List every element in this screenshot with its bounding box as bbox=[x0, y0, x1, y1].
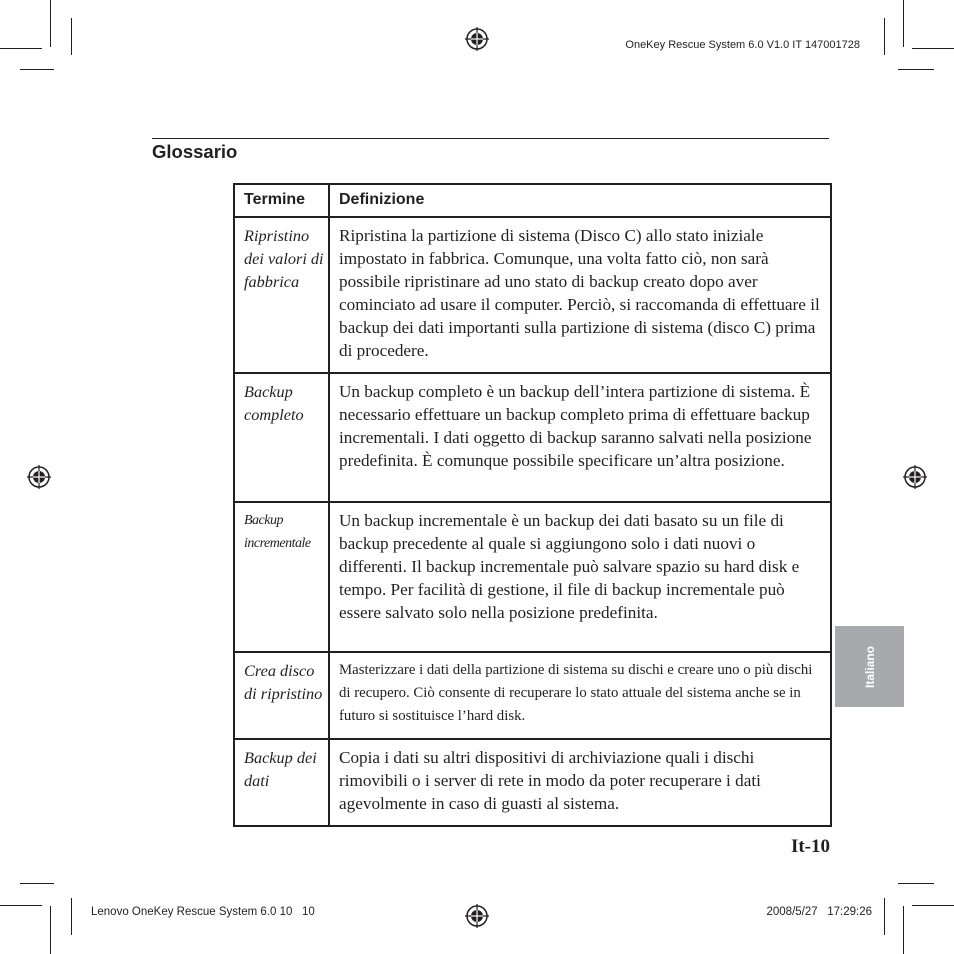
page-number: It-10 bbox=[790, 836, 830, 857]
crop-mark bbox=[884, 18, 885, 55]
definition-cell: Masterizzare i dati della partizione di sistema su dischi e creare uno o più dischi di recupero. Ciò consente di recuperare lo stato attuale del sistema anche se in futuro si sostituisce l’hard disk. bbox=[329, 652, 831, 739]
table-row bbox=[234, 217, 831, 373]
crop-mark bbox=[71, 898, 72, 935]
term-cell: Ripristino dei valori di fabbrica bbox=[234, 217, 329, 373]
term-cell: Backup incrementale bbox=[234, 502, 329, 652]
language-tab bbox=[835, 626, 904, 707]
crop-mark bbox=[898, 69, 934, 70]
crop-mark bbox=[50, 0, 51, 47]
definition-cell: Copia i dati su altri dispositivi di archiviazione quali i dischi rimovibili o i server di rete in modo da poter recuperare i dati agevolmente in caso di guasti al sistema. bbox=[329, 739, 831, 826]
crop-mark bbox=[903, 906, 904, 954]
term-cell: Backup completo bbox=[234, 373, 329, 502]
crop-mark bbox=[884, 898, 885, 935]
section-rule bbox=[152, 138, 829, 139]
crop-mark bbox=[912, 48, 954, 49]
table-header-row bbox=[234, 184, 831, 217]
crop-mark bbox=[0, 48, 42, 49]
crop-mark bbox=[20, 883, 54, 884]
registration-mark-icon bbox=[903, 465, 927, 489]
term-cell: Crea disco di ripristino bbox=[234, 652, 329, 739]
section-title: Glossario bbox=[152, 141, 238, 162]
table-row bbox=[234, 652, 831, 739]
column-header-term: Termine bbox=[234, 184, 329, 217]
glossary-table bbox=[233, 183, 832, 827]
language-tab-label: Italiano bbox=[862, 645, 877, 688]
crop-mark bbox=[912, 905, 954, 906]
table-row bbox=[234, 373, 831, 502]
registration-mark-icon bbox=[465, 27, 489, 51]
crop-mark bbox=[0, 905, 42, 906]
registration-mark-icon bbox=[27, 465, 51, 489]
registration-mark-icon bbox=[465, 904, 489, 928]
crop-mark bbox=[903, 0, 904, 47]
crop-mark bbox=[50, 906, 51, 954]
definition-cell: Un backup incrementale è un backup dei dati basato su un file di backup precedente al quale si aggiungono solo i dati nuovi o differenti. Il backup incrementale può salvare spazio su hard disk e tempo. Per facilità di gestione, il file di backup incrementale può essere salvato solo nella posizione predefinita. bbox=[329, 502, 831, 652]
column-header-definition: Definizione bbox=[329, 184, 831, 217]
crop-mark bbox=[71, 18, 72, 55]
document-code: OneKey Rescue System 6.0 V1.0 IT 147001728 bbox=[625, 39, 860, 51]
table-row bbox=[234, 739, 831, 826]
crop-mark bbox=[20, 69, 54, 70]
footer-timestamp: 2008/5/27 17:29:26 bbox=[766, 906, 872, 918]
table-row bbox=[234, 502, 831, 652]
definition-cell: Un backup completo è un backup dell’intera partizione di sistema. È necessario effettuare un backup completo prima di effettuare backup incrementali. I dati oggetto di backup saranno salvati nella posizione predefinita. È comunque possibile specificare un’altra posizione. bbox=[329, 373, 831, 502]
crop-mark bbox=[898, 883, 934, 884]
definition-cell: Ripristina la partizione di sistema (Disco C) allo stato iniziale impostato in fabbrica. Comunque, una volta fatto ciò, non sarà possibile ripristinare ad uno stato di backup creato dopo aver cominciato ad usare il computer. Perciò, si raccomanda di effettuare il backup dei dati importanti sulla partizione di sistema (disco C) prima di procedere. bbox=[329, 217, 831, 373]
footer-file-info: Lenovo OneKey Rescue System 6.0 10 10 bbox=[91, 906, 315, 918]
term-cell: Backup dei dati bbox=[234, 739, 329, 826]
